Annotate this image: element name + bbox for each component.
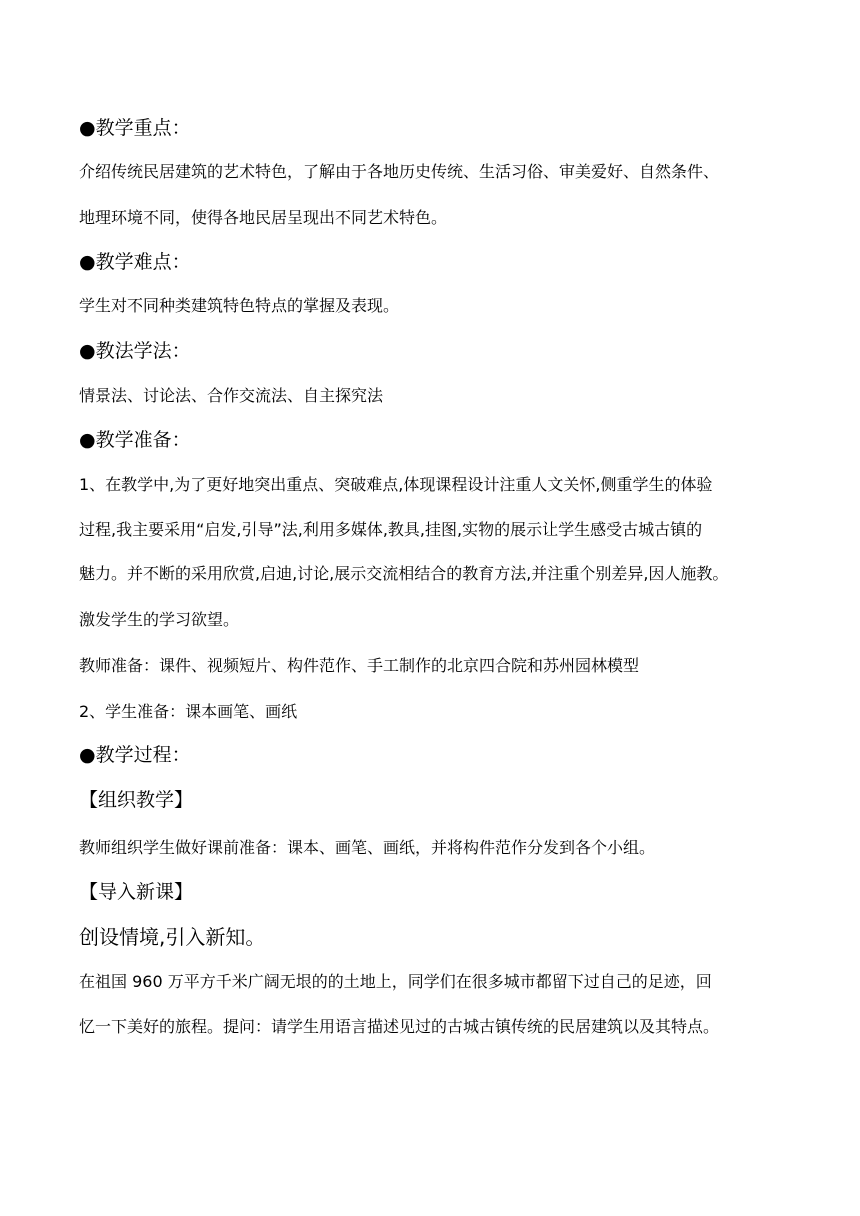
intro-subtitle: 创设情境,引入新知。 bbox=[79, 925, 266, 949]
difficulty-heading: ●教学难点： bbox=[79, 251, 191, 273]
organize-text: 教师组织学生做好课前准备：课本、画笔、画纸，并将构件范作分发到各个小组。 bbox=[79, 838, 656, 857]
preparation-text-line-4: 激发学生的学习欲望。 bbox=[79, 610, 240, 629]
intro-title: 【导入新课】 bbox=[79, 881, 194, 903]
intro-text-line-2: 忆一下美好的旅程。提问：请学生用语言描述见过的古城古镇传统的民居建筑以及其特点。 bbox=[79, 1017, 720, 1036]
preparation-text-line-3: 魅力。并不断的采用欣赏,启迪,讨论,展示交流相结合的教育方法,并注重个别差异,因人施教。 bbox=[79, 564, 729, 583]
difficulty-text: 学生对不同种类建筑特色特点的掌握及表现。 bbox=[79, 296, 400, 315]
methods-heading: ●教法学法： bbox=[79, 340, 191, 362]
process-heading: ●教学过程： bbox=[79, 744, 191, 766]
focus-text-line-2: 地理环境不同，使得各地民居呈现出不同艺术特色。 bbox=[79, 208, 448, 227]
intro-text-line-1: 在祖国 960 万平方千米广阔无垠的的土地上，同学们在很多城市都留下过自己的足迹，回 bbox=[79, 972, 712, 991]
student-preparation: 2、学生准备：课本画笔、画纸 bbox=[79, 702, 298, 721]
teacher-preparation: 教师准备：课件、视频短片、构件范作、手工制作的北京四合院和苏州园林模型 bbox=[79, 656, 640, 675]
methods-text: 情景法、讨论法、合作交流法、自主探究法 bbox=[79, 386, 384, 405]
preparation-text-line-2: 过程,我主要采用“启发,引导”法,利用多媒体,教具,挂图,实物的展示让学生感受古城古镇的 bbox=[79, 520, 703, 539]
organize-title: 【组织教学】 bbox=[79, 789, 194, 811]
focus-text-line-1: 介绍传统民居建筑的艺术特色，了解由于各地历史传统、生活习俗、审美爱好、自然条件、 bbox=[79, 162, 720, 181]
focus-heading: ●教学重点： bbox=[79, 117, 191, 139]
preparation-heading: ●教学准备： bbox=[79, 429, 191, 451]
preparation-text-line-1: 1、在教学中,为了更好地突出重点、突破难点,体现课程设计注重人文关怀,侧重学生的体验 bbox=[79, 475, 713, 494]
